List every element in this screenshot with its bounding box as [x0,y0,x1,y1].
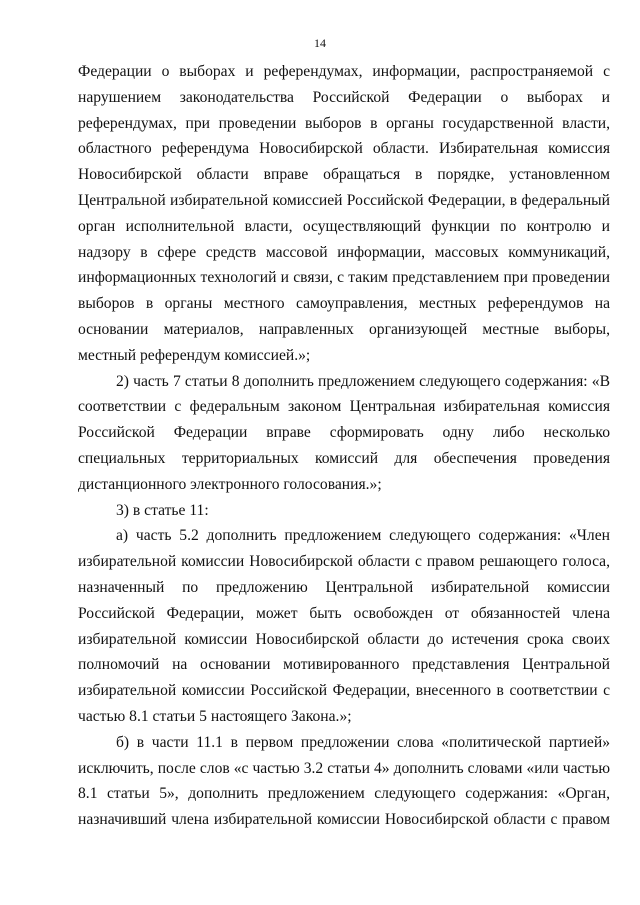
paragraph-item-3: 3) в статье 11: [116,501,209,519]
paragraph-item-2: 2) часть 7 статьи 8 дополнить предложением следующего содержания: «В соответствии с федеральным законом Центральная избирательная комиссия Российской Федерации вправе сформировать одну либо несколько специальных территориальных комиссий для обеспечения проведения дистанционного электронного голосования.»; [78,372,610,493]
page-number: 14 [314,36,326,50]
paragraph-item-3b: б) в части 11.1 в первом предложении слова «политической партией» исключить, после слов «с частью 3.2 статьи 4» дополнить словами «или частью 8.1 статьи 5», дополнить предложением следующего содержания: «Орган, назначивший члена избирательной комиссии Новосибирской области с правом [78,733,610,829]
paragraph-item-3a: а) часть 5.2 дополнить предложением следующего содержания: «Член избирательной комиссии Новосибирской области с правом решающего голоса, назначенный по предложению Центральной избирательной комиссии Российской Федерации, может быть освобожден от обязанностей члена избирательной комиссии Новосибирской области до истечения срока своих полномочий на основании мотивированного представления Центральной избирательной комиссии Российской Федерации, внесенного в соответствии с частью 8.1 статьи 5 настоящего Закона.»; [78,527,610,725]
paragraph-continuation: Федерации о выборах и референдумах, информации, распространяемой с нарушением законодательства Российской Федерации о выборах и референдумах, при проведении выборов в органы государственной власти, областного референдума Новосибирской области. Избирательная комиссия Новосибирской области вправе обращаться в порядке, установленном Центральной избирательной комиссией Российской Федерации, в федеральный орган исполнительной власти, осуществляющий функции по контролю и надзору в сфере средств массовой информации, массовых коммуникаций, информационных технологий и связи, с таким представлением при проведении выборов в органы местного самоуправления, местных референдумов на основании материалов, направленных организующей местные выборы, местный референдум комиссией.»; [78,63,610,364]
document-body [78,59,610,833]
